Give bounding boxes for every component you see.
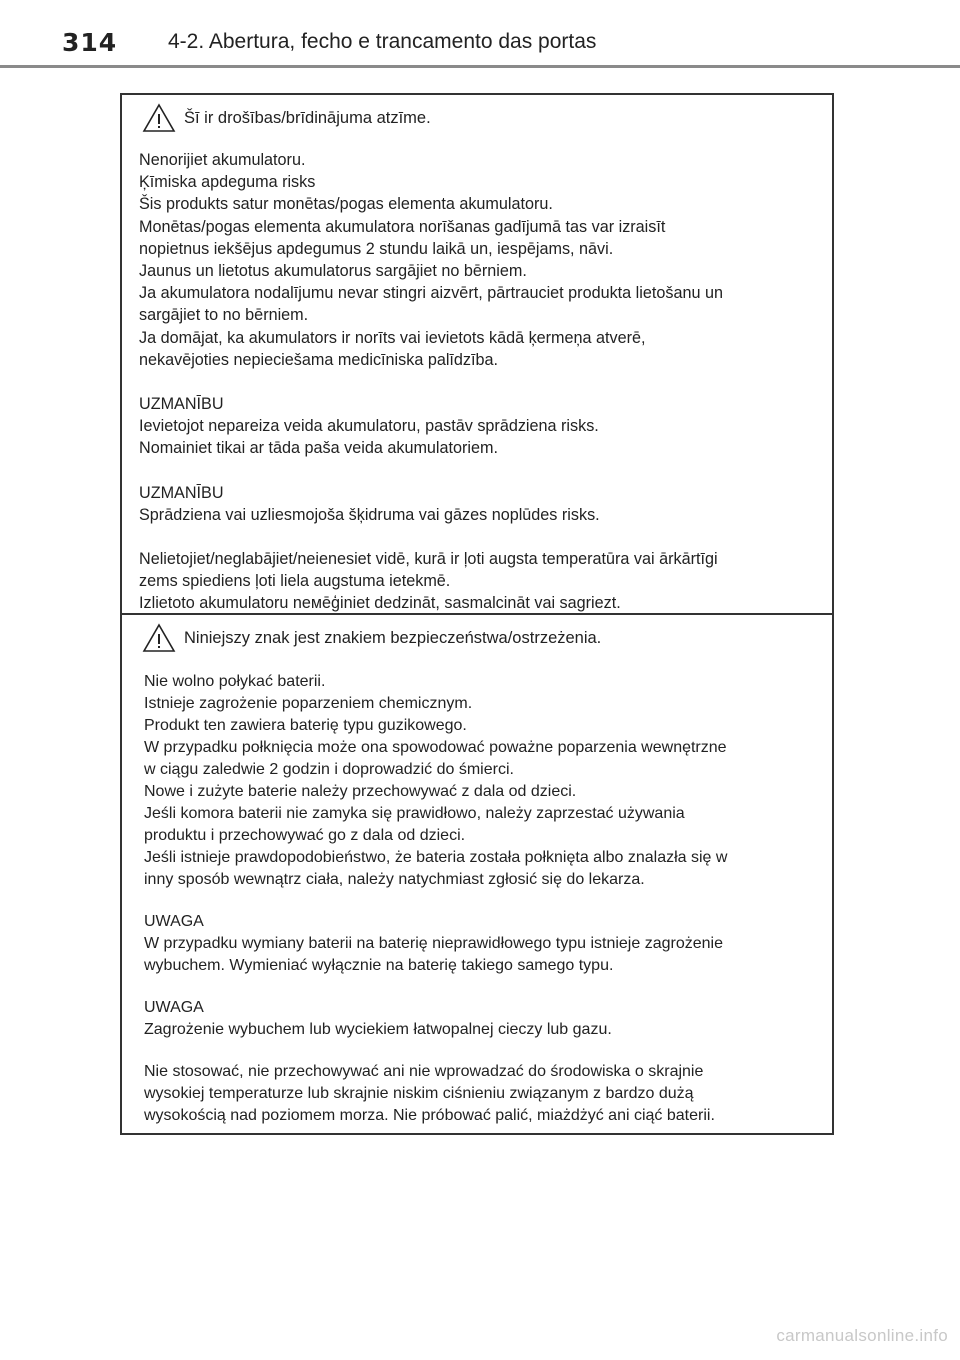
notice-line: Nelietojiet/neglabājiet/neienesiet vidē, kurā ir ļoti augsta temperatūra vai ārkārtīgi: [139, 550, 718, 569]
notice-line: Nenorijiet akumulatoru.: [139, 151, 306, 169]
page-number: 314: [62, 28, 118, 57]
notice-paragraph: [139, 149, 824, 371]
header-rule: [0, 65, 960, 68]
notice-body: [144, 671, 824, 1147]
notice-paragraph: [144, 911, 824, 977]
page-header: [0, 0, 960, 68]
safety-notice-latvian: [120, 93, 834, 615]
notice-body: [139, 149, 824, 637]
warning-triangle-icon: [142, 623, 176, 653]
watermark: carmanualsonline.info: [776, 1326, 948, 1345]
notice-line: Produkt ten zawiera baterię typu guzikowego.: [144, 717, 467, 734]
notice-line: Jeśli istnieje prawdopodobieństwo, że bateria została połknięta albo znalazła się w: [144, 849, 728, 866]
notice-line: nekavējoties nepieciešama medicīniska palīdzība.: [139, 350, 499, 369]
chapter-title: 4-2. Abertura, fecho e trancamento das portas: [168, 30, 597, 53]
notice-line: UZMANĪBU: [139, 395, 224, 414]
notice-line: Ķīmiska apdeguma risks: [139, 173, 316, 192]
notice-line: Šis produkts satur monētas/pogas elementa akumulatoru.: [139, 195, 553, 214]
notice-line: Ievietojot nepareiza veida akumulatoru, pastāv sprādziena risks.: [139, 417, 599, 436]
notice-line: Izlietoto akumulatoru neмēģiniet dedzināt, sasmalcināt vai sagriezt.: [139, 594, 621, 613]
notice-line: wybuchem. Wymieniać wyłącznie na baterię takiego samego typu.: [144, 957, 614, 974]
notice-paragraph: [144, 671, 824, 891]
notice-paragraph: [139, 393, 824, 460]
notice-line: Nie wolno połykać baterii.: [144, 673, 326, 690]
notice-line: produktu i przechowywać go z dala od dzieci.: [144, 827, 466, 844]
safety-notice-polish: [120, 615, 834, 1135]
notice-title: Šī ir drošības/brīdinājuma atzīme.: [184, 108, 431, 127]
notice-line: Nowe i zużyte baterie należy przechowywać z dala od dzieci.: [144, 783, 577, 800]
notice-paragraph: [144, 1061, 824, 1127]
notice-line: Nie stosować, nie przechowywać ani nie wprowadzać do środowiska o skrajnie: [144, 1063, 704, 1080]
notice-line: Zagrożenie wybuchem lub wyciekiem łatwopalnej cieczy lub gazu.: [144, 1021, 612, 1038]
notice-paragraph: [139, 548, 824, 615]
warning-triangle-icon: [142, 103, 176, 133]
notice-line: W przypadku połknięcia może ona spowodować poważne poparzenia wewnętrzne: [144, 739, 727, 756]
notice-line: Monētas/pogas elementa akumulatora norīšanas gadījumā tas var izraisīt: [139, 217, 666, 236]
notice-line: Jeśli komora baterii nie zamyka się prawidłowo, należy zaprzestać używania: [144, 805, 685, 822]
notice-line: Ja domājat, ka akumulators ir norīts vai ievietots kādā ķermeņa atverē,: [139, 328, 646, 347]
notice-heading: [142, 623, 601, 653]
notice-line: Ja akumulatora nodalījumu nevar stingri aizvērt, pārtrauciet produkta lietošanu un: [139, 284, 723, 303]
notice-line: Istnieje zagrożenie poparzeniem chemicznym.: [144, 695, 473, 712]
notice-paragraph: [144, 997, 824, 1041]
notice-line: Nomainiet tikai ar tāda paša veida akumulatoriem.: [139, 439, 499, 458]
notice-line: wysokością nad poziomem morza. Nie próbować palić, miażdżyć ani ciąć baterii.: [144, 1107, 715, 1124]
notice-line: W przypadku wymiany baterii na baterię nieprawidłowego typu istnieje zagrożenie: [144, 935, 723, 952]
notice-line: sargājiet to no bērniem.: [139, 306, 309, 325]
notice-line: Jaunus un lietotus akumulatorus sargājiet no bērniem.: [139, 262, 527, 281]
notice-line: w ciągu zaledwie 2 godzin i doprowadzić do śmierci.: [144, 761, 514, 778]
notice-paragraph: [139, 482, 824, 526]
notice-heading: [142, 103, 431, 133]
notice-line: UWAGA: [144, 913, 204, 930]
notice-line: nopietnus iekšējus apdegumus 2 stundu laikā un, iespējams, nāvi.: [139, 239, 614, 258]
notice-line: zems spiediens ļoti liela augstuma ietekmē.: [139, 572, 451, 591]
notice-line: Sprādziena vai uzliesmojoša šķidruma vai gāzes noplūdes risks.: [139, 505, 600, 524]
notice-line: UZMANĪBU: [139, 483, 224, 502]
notice-line: inny sposób wewnątrz ciała, należy natychmiast zgłosić się do lekarza.: [144, 871, 645, 888]
notice-line: UWAGA: [144, 999, 204, 1016]
notice-title: Niniejszy znak jest znakiem bezpieczeństwa/ostrzeżenia.: [184, 628, 602, 647]
notice-line: wysokiej temperaturze lub skrajnie niskim ciśnieniu związanym z bardzo dużą: [144, 1085, 694, 1102]
